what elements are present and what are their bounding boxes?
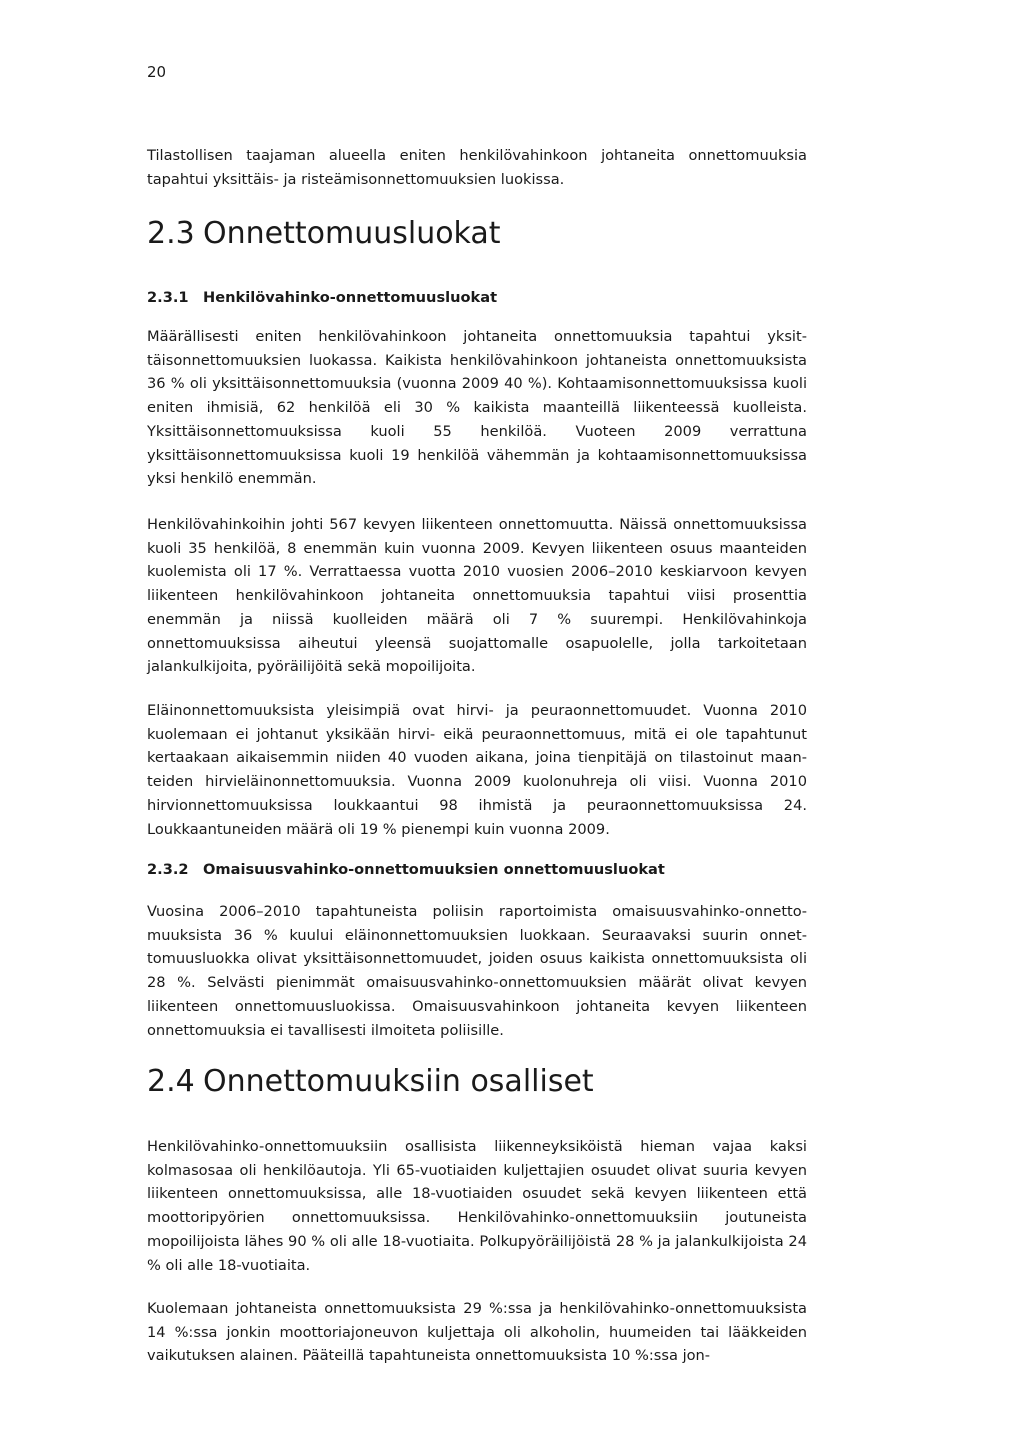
paragraph: Henkilövahinkoihin johti 567 kevyen liikenteen onnettomuutta. Näissä onnettomuuksissa kuoli 35 henkilöä, 8 enemmän kuin vuonna 2009. Kevyen liikenteen osuus maanteiden kuolemista oli 17 %. Verrattaessa vuotta 2010 vuosien 2006–2010 keskiarvoon kevyen liikenteen henkilövahinkoon johtaneita onnettomuuksia tapahtui viisi prosenttia enemmän ja niissä kuolleiden määrä oli 7 % suurempi. Henkilövahinkoja onnettomuuksissa aiheutui yleensä suojattomalle osapuolelle, jolla tarkoitetaan jalankulkijoita, pyöräilijöitä sekä mopoilijoita. xyxy=(147,516,807,676)
paragraph: Vuosina 2006–2010 tapahtuneista poliisin raportoimista omaisuusvahinko-onnettomuuksista 36 % kuului eläinonnettomuuksien luokkaan. Seuraavaksi suurin onnettomuusluokka olivat yksittäisonnettomuudet, joiden osuus kaikista onnettomuuksista oli 28 %. Selvästi pienimmät omaisuusvahinko-onnettomuuksien määrät olivat kevyen liikenteen onnettomuusluokissa. Omaisuusvahinkoon johtaneita kevyen liikenteen onnettomuuksia ei tavallisesti ilmoiteta poliisille. xyxy=(147,903,807,1039)
subsection-title: Omaisuusvahinko-onnettomuuksien onnettomuusluokat xyxy=(203,861,665,878)
section-title: Onnettomuuksiin osalliset xyxy=(203,1064,594,1099)
subsection-heading-2-3-2 xyxy=(147,859,665,881)
section-heading-2-3 xyxy=(147,215,501,253)
page-number: 20 xyxy=(147,63,167,81)
section-number: 2.3 xyxy=(147,216,195,251)
subsection-number: 2.3.2 xyxy=(147,861,189,878)
intro-paragraph: Tilastollisen taajaman alueella eniten henkilövahinkoon johtaneita onnettomuuksia tapahtui yksittäis- ja risteämisonnettomuuksien luokissa. xyxy=(147,147,807,188)
section-heading-2-4 xyxy=(147,1063,594,1101)
paragraph: Kuolemaan johtaneista onnettomuuksista 29 %:ssa ja henkilövahinko-onnettomuuksista 14 %:ssa jonkin moottoriajoneuvon kuljettaja oli alkoholin, huumeiden tai lääkkeiden vaikutuksen alainen. Pääteillä tapahtuneista onnettomuuksista 10 %:ssa jon- xyxy=(147,1300,807,1365)
subsection-title: Henkilövahinko-onnettomuusluokat xyxy=(203,289,498,306)
subsection-heading-2-3-1 xyxy=(147,287,497,309)
paragraph: Eläinonnettomuuksista yleisimpiä ovat hirvi- ja peuraonnettomuudet. Vuonna 2010 kuolemaan ei johtanut yksikään hirvi- eikä peuraonnettomuus, mitä ei ole tapahtunut kertaakaan aikaisemmin niiden 40 vuoden aikana, joina tienpitäjä on tilastoinut maan-teiden hirvieläinonnettomuuksia. Vuonna 2009 kuolonuhreja oli viisi. Vuonna 2010 hirvionnettomuuksissa loukkaantui 98 ihmistä ja peuraonnettomuuksissa 24. Loukkaantuneiden määrä oli 19 % pienempi kuin vuonna 2009. xyxy=(147,702,807,838)
paragraph: Henkilövahinko-onnettomuuksiin osallisista liikenneyksiköistä hieman vajaa kaksi kolmasosaa oli henkilöautoja. Yli 65-vuotiaiden kuljettajien osuudet olivat suuria kevyen liikenteen onnettomuuksissa, alle 18-vuotiaiden osuudet sekä kevyen liikenteen että moottoripyörien onnettomuuksissa. Henkilövahinko-onnettomuuksiin joutuneista mopoilijoista lähes 90 % oli alle 18-vuotiaita. Polkupyöräilijöistä 28 % ja jalankulkijoista 24 % oli alle 18-vuotiaita. xyxy=(147,1138,807,1274)
section-number: 2.4 xyxy=(147,1064,195,1099)
section-title: Onnettomuusluokat xyxy=(203,216,501,251)
subsection-number: 2.3.1 xyxy=(147,289,189,306)
paragraph: Määrällisesti eniten henkilövahinkoon johtaneita onnettomuuksia tapahtui yksittäisonnettomuuksien luokassa. Kaikista henkilövahinkoon johtaneista onnettomuuksista 36 % oli yksittäisonnettomuuksia (vuonna 2009 40 %). Kohtaamisonnettomuuksissa kuoli eniten ihmisiä, 62 henkilöä eli 30 % kaikista maanteillä liikenteessä kuolleista. Yksittäisonnettomuuksissa kuoli 55 henkilöä. Vuoteen 2009 verrattuna yksittäisonnettomuuksissa kuoli 19 henkilöä vähemmän ja kohtaamisonnettomuuksissa yksi henkilö enemmän. xyxy=(147,328,807,488)
